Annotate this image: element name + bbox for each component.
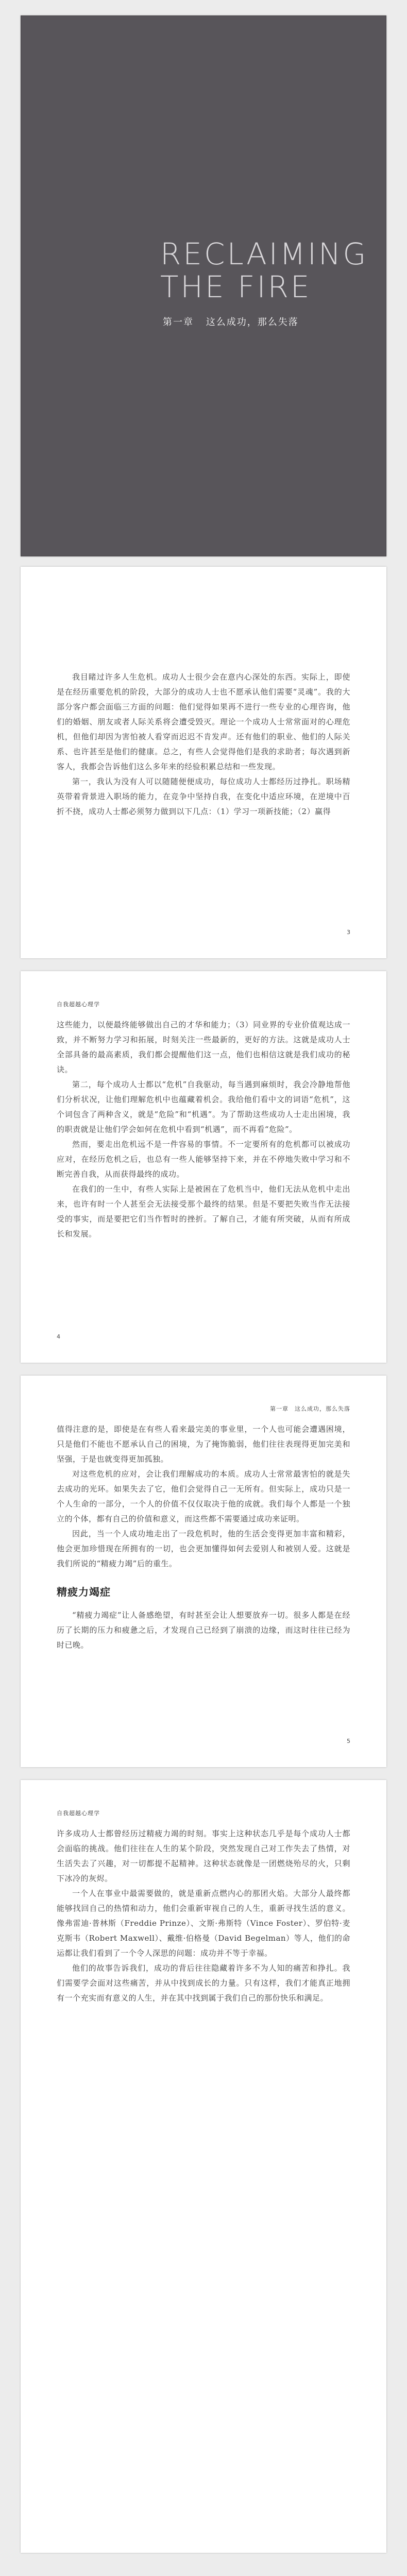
paragraph: “精疲力竭症”让人备感绝望，有时甚至会让人想要放弃一切。很多人都是在经历了长期的压力和疲惫之后，才发现自己已经到了崩溃的边缘，而这时往往已经为时已晚。 xyxy=(57,1611,350,1650)
section-heading: 精疲力竭症 xyxy=(57,1586,111,1598)
page-number: 5 xyxy=(347,1738,350,1744)
book-page xyxy=(21,1376,386,1767)
chapter-number: 第一章 xyxy=(163,317,194,328)
page-body xyxy=(57,1422,350,1653)
paragraph: 他们的故事告诉我们，成功的背后往往隐藏着许多不为人知的痛苦和挣扎。我们需要学会面对这些痛苦，并从中找到成长的力量。只有这样，我们才能真正地拥有一个充实而有意义的人生，并在其中找到属于我们自己的那份快乐和满足。 xyxy=(57,1963,350,2003)
book-page xyxy=(21,1780,386,2553)
page-body xyxy=(57,1826,350,2006)
page-body xyxy=(57,670,350,819)
cover-title xyxy=(160,238,368,303)
paragraph: 许多成功人士都曾经历过精疲力竭的时刻。事实上这种状态几乎是每个成功人士都会面临的挑战。他们往往在人生的某个阶段，突然发现自己对工作失去了热情，对生活失去了兴趣，对一切都提不起精神。这种状态就像是一团燃烧殆尽的火，只剩下冰冷的灰烬。 xyxy=(57,1829,350,1883)
book-page xyxy=(21,567,386,958)
paragraph: 我目睹过许多人生危机。成功人士很少会在意内心深处的东西。实际上，即使是在经历重要危机的阶段，大部分的成功人士也不愿承认他们需要“灵魂”。我的大部分客户都会面临三方面的问题：他们觉得如果再不进行一些专业的心理咨询，他们的婚姻、朋友或者人际关系将会遭受毁灭。理论一个成功人士常常面对的心理危机，但他们却因为害怕被人看穿而迟迟不肯发声。还有他们的职业、他们的人际关系、也许甚至是他们的健康。总之，有些人会觉得他们是我的求助者；每次遇到新客人，我都会告诉他们这么多年来的经验积累总结和一些发现。 xyxy=(57,672,350,771)
page-body xyxy=(57,1018,350,1242)
paragraph: 对这些危机的应对，会让我们理解成功的本质。成功人士常常最害怕的就是失去成功的光环。如果失去了它，他们会觉得自己一无所有。但实际上，成功只是一个人生命的一部分，一个人的价值不仅仅取决于他的成就。我们每个人都是一个独立的个体，都有自己的价值和意义，而这些都不需要通过成功来证明。 xyxy=(57,1469,350,1523)
paragraph: 在我们的一生中，有些人实际上是被困在了危机当中，他们无法从危机中走出来，也许有时一个人甚至会无法接受那个最终的结果。但是不要把失败当作无法接受的事实，而是要把它们当作暂时的挫折。了解自己，才能有所突破，从而有所成长和发展。 xyxy=(57,1184,350,1239)
paragraph: 值得注意的是，即使是在有些人看来最完美的事业里，一个人也可能会遭遇困境，只是他们不能也不愿承认自己的困境，为了掩饰脆弱，他们往往表现得更加完美和坚强，于是也就变得更加孤独。 xyxy=(57,1425,350,1464)
paragraph: 因此，当一个人成功地走出了一段危机时，他的生活会变得更加丰富和精彩，他会更加珍惜现在所拥有的一切，也会更加懂得如何去爱别人和被别人爱。这就是我们所说的“精疲力竭”后的重生。 xyxy=(57,1529,350,1568)
paragraph: 一个人在事业中最需要做的，就是重新点燃内心的那团火焰。大部分人最终都能够找回自己的热情和动力，他们会重新审视自己的人生，重新寻找生活的意义。像弗雷迪·普林斯（Freddie Prinze）、文斯·弗斯特（Vince Foster）、罗伯特·麦克斯韦（Robert Maxwell）、戴维·伯格曼（David Begelman）等人，他们的命运都让我们看到了一个令人深思的问题：成功并不等于幸福。 xyxy=(57,1889,350,1958)
paragraph: 这些能力，以便最终能够做出自己的才华和能力；（3）同业界的专业价值观达成一致，并不断努力学习和拓展，时刻关注一些最新的，更好的方法。这就是成功人士全部具备的最高素质，我们都会提醒他们这一点，他们也相信这就是我们成功的秘诀。 xyxy=(57,1020,350,1074)
page-number: 3 xyxy=(347,929,350,936)
paragraph: 然而，要走出危机远不是一件容易的事情。不一定要所有的危机都可以被成功应对，在经历危机之后，也总有一些人能够坚持下来，并在不停地失败中学习和不断完善自我，从而获得最终的成功。 xyxy=(57,1140,350,1179)
running-head: 自我超越心理学 xyxy=(57,1810,100,1817)
running-head: 自我超越心理学 xyxy=(57,1001,100,1008)
paragraph: 第二，每个成功人士都以“危机”自我驱动，每当遇到麻烦时，我会冷静地帮他们分析状况，让他们理解危机中也蕴藏着机会。我给他们看中文的词语“危机”，这个词包含了两种含义，就是“危险”和“机遇”。为了帮助这些成功人士走出困境，我的职责就是让他们学会如何在危机中看到“机遇”，而不再看“危险”。 xyxy=(57,1080,350,1134)
chapter-heading xyxy=(163,315,299,328)
page-number: 4 xyxy=(57,1333,60,1340)
chapter-title: 这么成功，那么失落 xyxy=(206,317,299,328)
cover-title-line: RECLAIMING xyxy=(160,236,368,272)
paragraph: 第一，我认为没有人可以随随便便成功，每位成功人士都经历过挣扎。职场精英带着背景进入职场的能力，在竞争中坚持自我，在变化中适应环境，在逆境中百折不挠，成功人士都必须努力做到以下几点：（1）学习一项新技能；（2）赢得 xyxy=(57,777,350,816)
running-head: 第一章 这么成功，那么失落 xyxy=(270,1405,350,1412)
cover-page xyxy=(21,15,386,556)
cover-title-line: THE FIRE xyxy=(160,269,312,304)
book-page xyxy=(21,971,386,1363)
